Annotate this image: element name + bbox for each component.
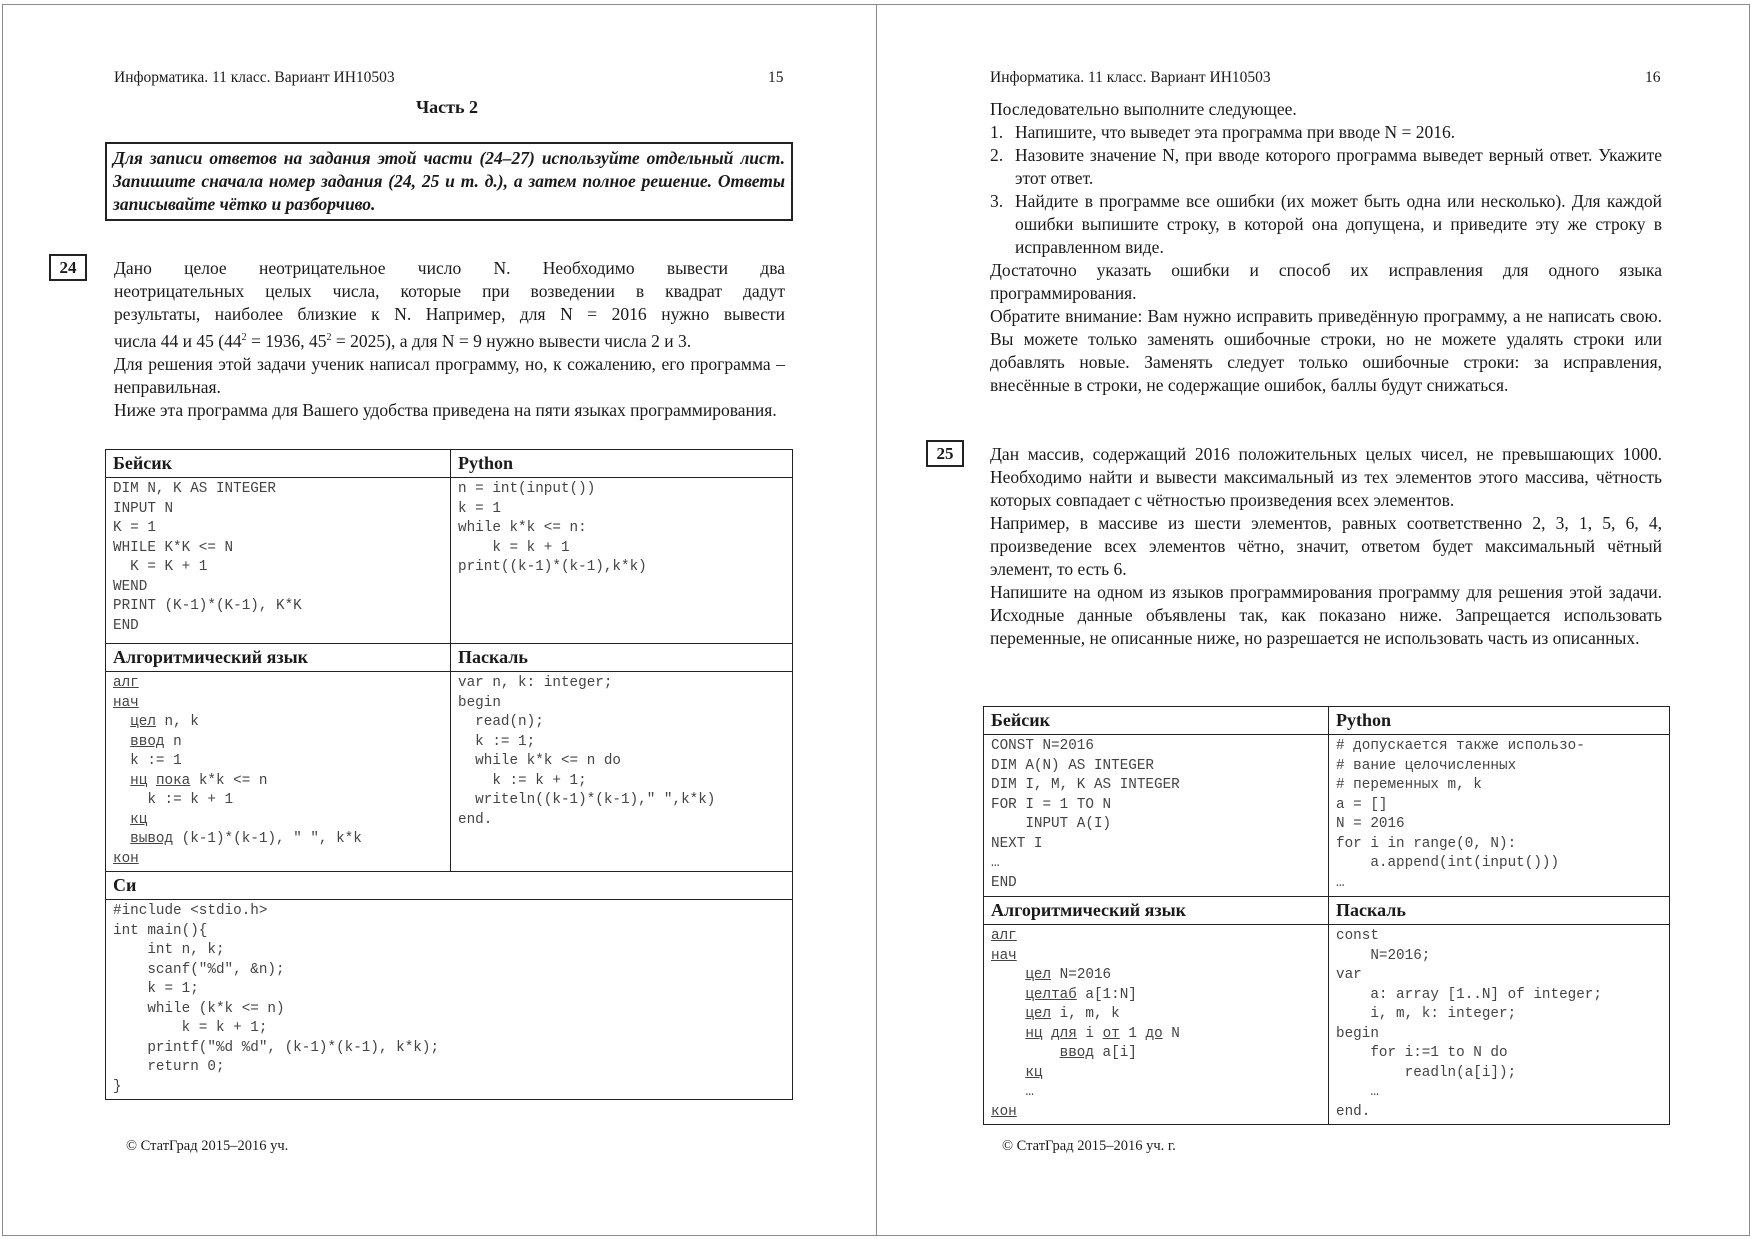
code-table-25 xyxy=(983,706,1670,1125)
alg-code-cell xyxy=(106,672,451,872)
alg-code-cell xyxy=(984,925,1329,1125)
part-title: Часть 2 xyxy=(415,97,479,117)
c-code: #include <stdio.h> int main(){ int n, k; scanf("%d", &n); k = 1; while (k*k <= n) k = k + 1; printf("%d %d", (k-1)*(k-1), k*k); return 0; } xyxy=(113,903,440,1095)
page-16 xyxy=(877,0,1754,1239)
task-line: Дано целое неотрицательное число N. Необходимо вывести два xyxy=(114,258,785,278)
instruction-box: Для записи ответов на задания этой части (24–27) используйте отдельный лист. Запишите сначала номер задания (24, 25 и т. д.), а затем полное решение. Ответы записывайте чётко и разборчиво. xyxy=(105,142,793,221)
task-paragraph: Ниже эта программа для Вашего удобства приведена на пяти языках программирования. xyxy=(114,399,777,420)
python-header: Python xyxy=(1329,707,1670,735)
alg-code: алг нач цел N=2016 целтаб a[1:N] цел i, m, k нц для i от 1 до N ввод a[i] кц … кон xyxy=(991,928,1180,1120)
c-code-cell xyxy=(106,900,793,1100)
pascal-code: const N=2016; var a: array [1..N] of integer; i, m, k: integer; begin for i:=1 to N do readln(a[i]); … end. xyxy=(1336,928,1602,1120)
list-item: 1. Напишите, что выведет эта программа при вводе N = 2016. xyxy=(990,122,1456,142)
steps-list xyxy=(990,121,1662,259)
basic-code-cell xyxy=(984,735,1329,897)
basic-code: DIM N, K AS INTEGER INPUT N K = 1 WHILE K*K <= N K = K + 1 WEND PRINT (K-1)*(K-1), K*K END xyxy=(113,481,302,634)
page-number: 16 xyxy=(1645,69,1661,86)
task-line: результаты, наиболее близкие к N. Например, для N = 2016 нужно вывести xyxy=(114,304,785,324)
page-footer: © СтатГрад 2015–2016 уч. г. xyxy=(1002,1138,1176,1154)
task-paragraph: Дан массив, содержащий 2016 положительных целых чисел, не превышающих 1000. Необходимо найти и вывести максимальный из тех элементов этого массива, чётность которых совпадает с чётностью произведения всех элементов. xyxy=(990,444,1662,510)
pascal-code: var n, k: integer; begin read(n); k := 1; while k*k <= n do k := k + 1; writeln((k-1)*(k-1)," ",k*k) end. xyxy=(458,675,716,828)
intro-line: Последовательно выполните следующее. xyxy=(990,99,1297,119)
basic-code: CONST N=2016 DIM A(N) AS INTEGER DIM I, M, K AS INTEGER FOR I = 1 TO N INPUT A(I) NEXT I … END xyxy=(991,738,1180,891)
task-number-25: 25 xyxy=(926,440,964,467)
basic-header: Бейсик xyxy=(984,707,1329,735)
paragraph: Обратите внимание: Вам нужно исправить приведённую программу, а не написать свою. Вы можете только заменять ошибочные строки, но не можете удалять строки или добавлять новые. Заменять следует только ошибочные строки: за исправления, внесённые в строки, не содержащие ошибок, баллы будут снижаться. xyxy=(990,306,1662,395)
task-number-24: 24 xyxy=(49,254,87,281)
task-paragraph: Напишите на одном из языков программирования программу для решения этой задачи. Исходные данные объявлены так, как показано ниже. Запрещается использовать переменные, не описанные ниже, но разрешается не использовать часть из описанных. xyxy=(990,582,1662,648)
paragraph: Достаточно указать ошибки и способ их исправления для одного языка программирования. xyxy=(990,260,1662,303)
page-header: Информатика. 11 класс. Вариант ИН10503 xyxy=(990,69,1271,86)
code-table-24 xyxy=(105,449,793,1100)
task-paragraph: Например, в массиве из шести элементов, равных соответственно 2, 3, 1, 5, 6, 4, произведение всех элементов чётно, значит, ответом будет максимальный чётный элемент, то есть 6. xyxy=(990,513,1662,579)
python-code: # допускается также использо- # вание целочисленных # переменных m, k a = [] N = 2016 for i in range(0, N): a.append(int(input())) … xyxy=(1336,738,1585,891)
python-header: Python xyxy=(451,450,793,478)
pascal-header: Паскаль xyxy=(451,644,793,672)
alg-header: Алгоритмический язык xyxy=(106,644,451,672)
page-footer: © СтатГрад 2015–2016 уч. xyxy=(126,1138,289,1154)
task-24-text xyxy=(114,257,785,422)
alg-header: Алгоритмический язык xyxy=(984,897,1329,925)
alg-code: алг нач цел n, k ввод n k := 1 нц пока k*k <= n k := k + 1 кц вывод (k-1)*(k-1), " ", k*k кон xyxy=(113,675,362,867)
pascal-code-cell xyxy=(451,672,793,872)
page-header: Информатика. 11 класс. Вариант ИН10503 xyxy=(114,69,395,86)
task-24-instructions xyxy=(990,98,1662,397)
page-number: 15 xyxy=(768,69,784,86)
pascal-header: Паскаль xyxy=(1329,897,1670,925)
python-code-cell xyxy=(1329,735,1670,897)
list-item: 3. Найдите в программе все ошибки (их может быть одна или несколько). Для каждой ошибки выпишите строку, в которой она допущена, и приведите эту же строку в исправленном виде. xyxy=(990,191,1662,257)
basic-header: Бейсик xyxy=(106,450,451,478)
task-line: неотрицательных целых числа, которые при возведении в квадрат дадут xyxy=(114,281,785,301)
python-code-cell xyxy=(451,478,793,644)
c-header: Си xyxy=(106,872,793,900)
list-item: 2. Назовите значение N, при вводе которого программа выведет верный ответ. Укажите этот ответ. xyxy=(990,145,1662,188)
page-15 xyxy=(0,0,876,1239)
task-paragraph: Для решения этой задачи ученик написал программу, но, к сожалению, его программа – неправильная. xyxy=(114,353,785,397)
task-25-text xyxy=(990,443,1662,650)
task-line: числа 44 и 45 ($44^2 = 1936$, $45^2 = 2025$), а для N = 9 нужно вывести числа 2 и 3. xyxy=(114,330,692,351)
python-code: n = int(input()) k = 1 while k*k <= n: k = k + 1 print((k-1)*(k-1),k*k) xyxy=(458,481,647,575)
basic-code-cell xyxy=(106,478,451,644)
pascal-code-cell xyxy=(1329,925,1670,1125)
